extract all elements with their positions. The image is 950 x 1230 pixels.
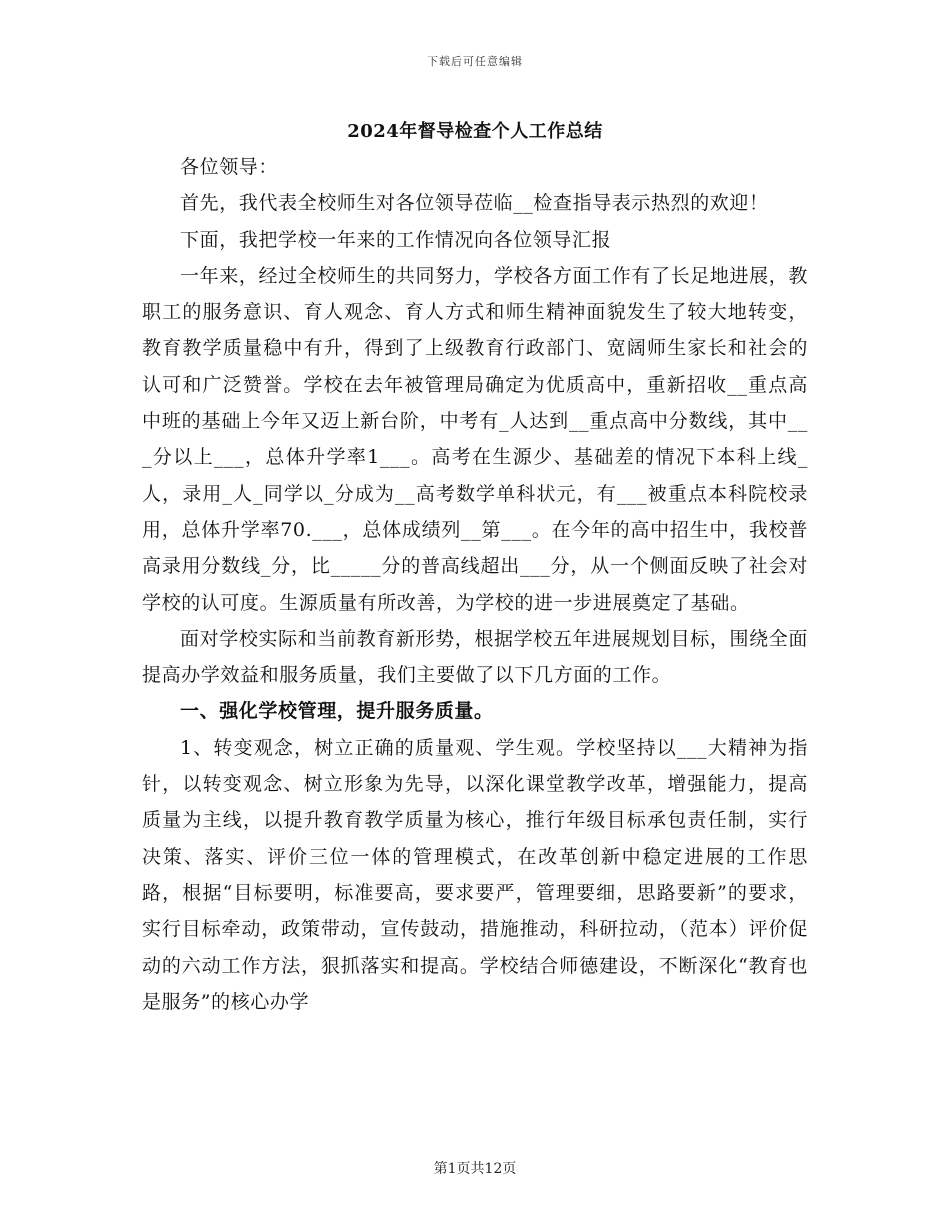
document-body [142,149,808,1020]
welcome-paragraph: 首先，我代表全校师生对各位领导莅临__检查指导表示热烈的欢迎！ [180,192,769,215]
page-number: 第1页共12页 [433,1161,517,1177]
section-paragraph: 1、转变观念，树立正确的质量观、学生观。学校坚持以___大精神为指针，以转变观念、树立形象为先导，以深化课堂教学改革，增强能力，提高质量为主线，以提升教育教学质量为核心，推行年级目标承包责任制，实行决策、落实、评价三位一体的管理模式，在改革创新中稳定进展的工作思路，根据“目标要明，标准要高，要求要严，管理要细，思路要新”的要求，实行目标牵动，政策带动，宣传鼓动，措施推动，科研拉动，（范本）评价促动的六动工作方法，狠抓落实和提高。学校结合师德建设，不断深化“教育也是服务”的核心办学 [142,736,808,1013]
achievements-paragraph: 一年来，经过全校师生的共同努力，学校各方面工作有了长足地进展，教职工的服务意识、育人观念、育人方式和师生精神面貌发生了较大地转变，教育教学质量稳中有升，得到了上级教育行政部门、宽阔师生家长和社会的认可和广泛赞誉。学校在去年被管理局确定为优质高中，重新招收__重点高中班的基础上今年又迈上新台阶，中考有_人达到__重点高中分数线，其中___分以上___，总体升学率1___。高考在生源少、基础差的情况下本科上线_人，录用_人_同学以_分成为__高考数学单科状元，有___被重点本科院校录用，总体升学率70.___，总体成绩列__第___。在今年的高中招生中，我校普高录用分数线_分，比_____分的普高线超出___分，从一个侧面反映了社会对学校的认可度。生源质量有所改善，为学校的进一步进展奠定了基础。 [142,264,808,614]
header-note: 下载后可任意编辑 [427,55,523,68]
section-heading: 一、强化学校管理，提升服务质量。 [180,700,494,723]
document-title: 2024年督导检查个人工作总结 [347,121,603,142]
salutation: 各位领导： [180,156,279,178]
overview-paragraph: 面对学校实际和当前教育新形势，根据学校五年进展规划目标，围绕全面提高办学效益和服务质量，我们主要做了以下几方面的工作。 [142,627,808,687]
intro-paragraph: 下面，我把学校一年来的工作情况向各位领导汇报 [180,228,612,251]
